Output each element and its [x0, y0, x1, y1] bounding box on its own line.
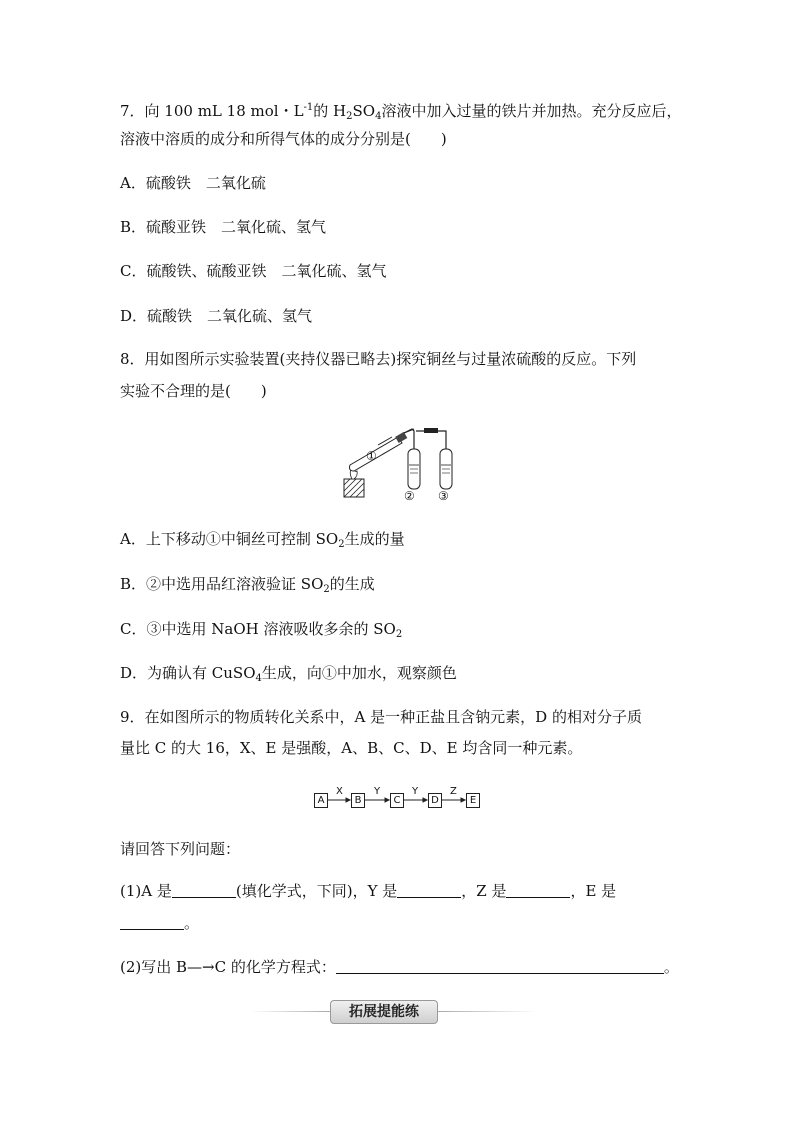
chain-node-b: B — [351, 793, 365, 808]
chain-node-d: D — [428, 793, 442, 808]
q8-line1: 8．用如图所示实验装置(夹持仪器已略去)探究铜丝与过量浓硫酸的反应。下列 — [120, 350, 637, 368]
apparatus-figure — [338, 425, 464, 503]
q9-line1: 9．在如图所示的物质转化关系中，A 是一种正盐且含钠元素，D 的相对分子质 — [120, 708, 642, 726]
q7-line1: 7．向 100 mL 18 mol・$L^{-1}$的 $H_2SO_4$溶液中加入过量的铁片并加热。充分反应后， — [120, 102, 682, 122]
blank-e[interactable] — [120, 913, 184, 930]
q8-option-c: C．③中选用 NaOH 溶液吸收多余的 $SO_2$ — [120, 620, 403, 640]
q8-option-a: A．上下移动①中铜丝可控制 $SO_2$生成的量 — [120, 530, 405, 550]
reagent-x: X — [336, 786, 343, 797]
q8-line2: 实验不合理的是( ) — [120, 382, 267, 400]
blank-y[interactable] — [397, 881, 461, 898]
q9-part1: (1)A 是 (填化学式，下同)，Y 是 ，Z 是 ，E 是 — [120, 882, 617, 900]
blank-a[interactable] — [172, 881, 236, 898]
label-1: ① — [366, 449, 377, 463]
blank-equation[interactable] — [336, 957, 664, 974]
blank-z[interactable] — [506, 881, 570, 898]
q7-option-a: A．硫酸铁 二氧化硫 — [120, 174, 266, 192]
chain-node-e: E — [466, 793, 480, 808]
banner-line-right — [437, 1011, 537, 1012]
section-banner: 拓展提能练 — [330, 1000, 438, 1024]
chain-node-a: A — [314, 793, 328, 808]
transformation-chain — [314, 788, 482, 812]
q7-option-c: C．硫酸铁、硫酸亚铁 二氧化硫、氢气 — [120, 262, 387, 280]
q8-option-d: D．为确认有 CuSO$_4$生成，向①中加水，观察颜色 — [120, 664, 457, 684]
q9-part2: (2)写出 B—→C 的化学方程式： 。 — [120, 958, 679, 976]
reagent-y2: Y — [412, 786, 419, 797]
q7-option-d: D．硫酸铁 二氧化硫、氢气 — [120, 307, 313, 325]
reagent-y1: Y — [374, 786, 381, 797]
q9-prompt: 请回答下列问题： — [120, 840, 241, 858]
q9-line2: 量比 C 的大 16，X、E 是强酸，A、B、C、D、E 均含同一种元素。 — [120, 739, 583, 757]
q7-line2: 溶液中溶质的成分和所得气体的成分分别是( ) — [120, 130, 447, 148]
q7-option-b: B．硫酸亚铁 二氧化硫、氢气 — [120, 218, 327, 236]
label-3: ③ — [438, 489, 449, 503]
q9-part1-cont: 。 — [120, 912, 199, 934]
reagent-z: Z — [450, 786, 457, 797]
chain-node-c: C — [390, 793, 404, 808]
label-2: ② — [404, 489, 415, 503]
banner-line-left — [250, 1011, 330, 1012]
q8-option-b: B．②中选用品红溶液验证 $SO_2$的生成 — [120, 575, 375, 595]
